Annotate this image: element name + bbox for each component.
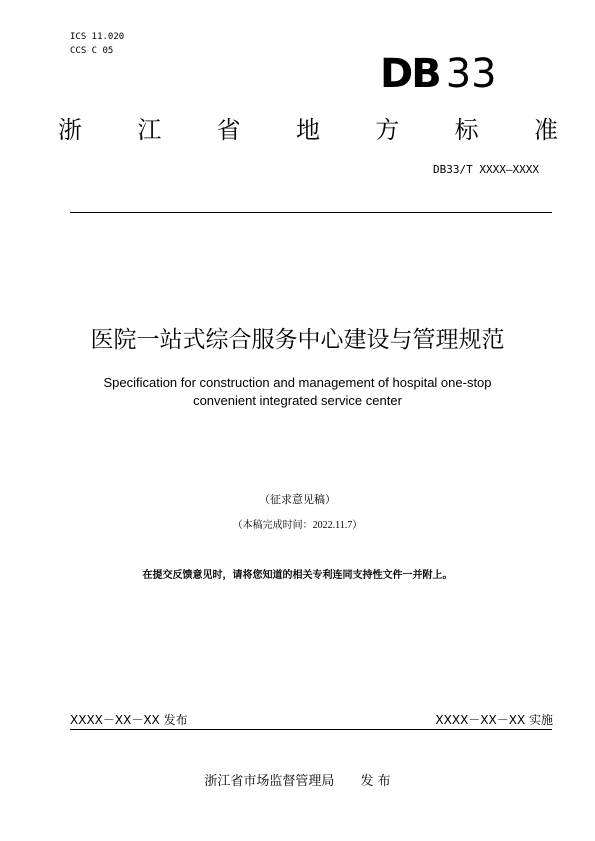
ics-code: ICS 11.020 <box>70 32 125 42</box>
title-chinese: 医院一站式综合服务中心建设与管理规范 <box>90 327 505 353</box>
title-english: Specification for construction and management of hospital one-stop convenient integrated service center <box>103 375 492 408</box>
standard-type-char: 省 <box>216 116 241 144</box>
standard-type-char: 浙 <box>58 116 82 144</box>
publish-date: XXXX－XX－XX 发布 <box>70 713 188 727</box>
standard-type-char: 方 <box>375 116 400 144</box>
classification-codes <box>70 30 124 58</box>
issuer-line <box>0 770 595 789</box>
standard-code: DB33/T XXXX—XXXX <box>433 163 539 176</box>
ccs-code: CCS C 05 <box>70 46 114 56</box>
standard-type-char: 标 <box>454 116 479 144</box>
implement-date: XXXX－XX－XX 实施 <box>435 713 553 727</box>
issue-label: 发 布 <box>360 774 391 789</box>
logo-number: 33 <box>445 51 497 97</box>
logo-letters: DB <box>380 51 440 97</box>
draft-completion-date: （本稿完成时间：2022.11.7） <box>232 520 363 531</box>
standard-type-char: 地 <box>295 116 320 144</box>
standard-type-heading <box>58 116 558 144</box>
standard-type-char: 江 <box>137 116 162 144</box>
bottom-divider <box>70 729 552 730</box>
patent-notice: 在提交反馈意见时，请将您知道的相关专利连同支持性文件一并附上。 <box>142 570 453 581</box>
draft-label: （征求意见稿） <box>259 494 336 506</box>
db33-logo <box>380 52 497 96</box>
standard-type-char: 准 <box>533 116 558 144</box>
top-divider <box>70 212 552 213</box>
issuer-name: 浙江省市场监督管理局 <box>204 774 335 789</box>
